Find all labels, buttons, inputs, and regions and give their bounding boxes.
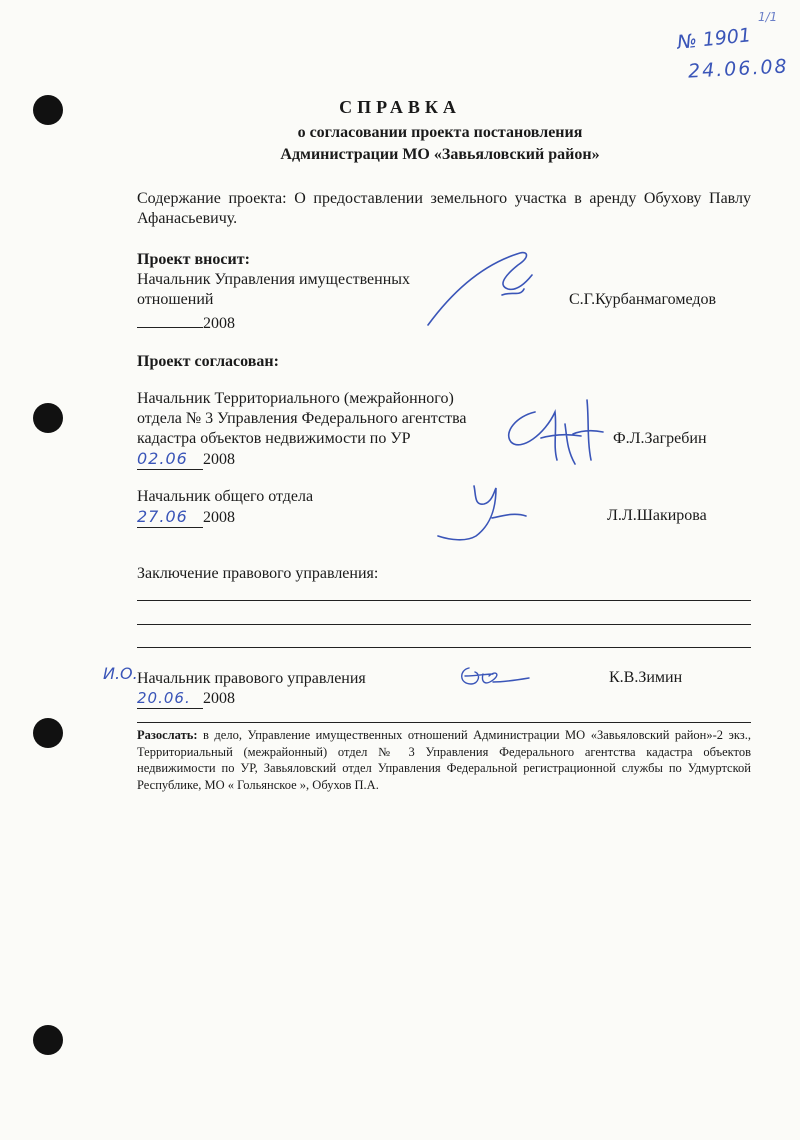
- submitted-date-year: 2008: [203, 315, 235, 332]
- conclusion-line-1: [137, 600, 751, 601]
- submitted-date: [137, 311, 235, 334]
- legal-name: К.В.Зимин: [609, 669, 683, 686]
- signature-kurbanmagomedov: [420, 245, 560, 335]
- conclusion-line-3: [137, 647, 751, 648]
- approver-2-name: Л.Л.Шакирова: [607, 507, 707, 524]
- approved-heading: Проект согласован:: [137, 353, 279, 370]
- page-mark: 1/1: [758, 10, 778, 24]
- signature-zimin: [455, 662, 535, 692]
- approver-1-date-handwritten: 02.06: [137, 449, 203, 470]
- binder-hole: [33, 1025, 63, 1055]
- legal-date: [137, 688, 235, 709]
- approver-2-date-handwritten: 27.06: [137, 507, 203, 528]
- approver-1-position-1: Начальник Территориального (межрайонного): [137, 390, 454, 407]
- distribution-separator: [137, 722, 751, 723]
- binder-hole: [33, 718, 63, 748]
- legal-label: Заключение правового управления:: [137, 565, 379, 582]
- binder-hole: [33, 403, 63, 433]
- signature-zagrebin: [495, 390, 615, 470]
- registration-number: № 1901: [676, 24, 753, 54]
- approver-2-date-year: 2008: [203, 509, 235, 526]
- project-content: [137, 189, 751, 229]
- distribution-list: [137, 727, 751, 793]
- approver-1-date-year: 2008: [203, 451, 235, 468]
- content-label: Содержание проекта:: [137, 190, 287, 207]
- conclusion-line-2: [137, 624, 751, 625]
- signature-shakirova: [430, 478, 540, 548]
- approver-2-date: [137, 507, 235, 528]
- submitted-heading: Проект вносит:: [137, 251, 250, 268]
- approver-1-position-2: отдела № 3 Управления Федерального агентства: [137, 410, 467, 427]
- document-subtitle-1: о согласовании проекта постановления: [297, 124, 583, 141]
- distribution-label: Разослать:: [137, 728, 198, 742]
- registration-date: 24.06.08: [687, 55, 790, 83]
- submitted-name: С.Г.Курбанмагомедов: [569, 291, 717, 308]
- submitted-position-1: Начальник Управления имущественных: [137, 271, 411, 288]
- legal-date-handwritten: 20.06.: [137, 688, 203, 709]
- content-text: О предоставлении земельного участка в аренду Обухову Павлу Афанасьевичу.: [137, 190, 751, 227]
- document-subtitle-2: Администрации МО «Завьяловский район»: [280, 146, 600, 163]
- approver-1-position-3: кадастра объектов недвижимости по УР: [137, 430, 411, 447]
- legal-head-prefix: И.О.: [103, 664, 138, 683]
- approver-1-name: Ф.Л.Загребин: [613, 430, 707, 447]
- legal-date-year: 2008: [203, 690, 235, 707]
- distribution-text: в дело, Управление имущественных отношений Администрации МО «Завьяловский район»-2 экз., Территориальный (межрайонный) отдел № 3 Управления Федерального агентства кадастра объектов недвижимости по УР, Завьяловский отдел Управления Федеральной регистрационной службы по Удмуртской Республике, МО « Гольянское », Обухов П.А.: [137, 728, 751, 792]
- submitted-position-2: отношений: [137, 291, 214, 308]
- document-title: СПРАВКА: [339, 97, 461, 117]
- legal-position: Начальник правового управления: [137, 670, 366, 687]
- approver-1-date: [137, 449, 235, 470]
- approver-2-position-1: Начальник общего отдела: [137, 488, 314, 505]
